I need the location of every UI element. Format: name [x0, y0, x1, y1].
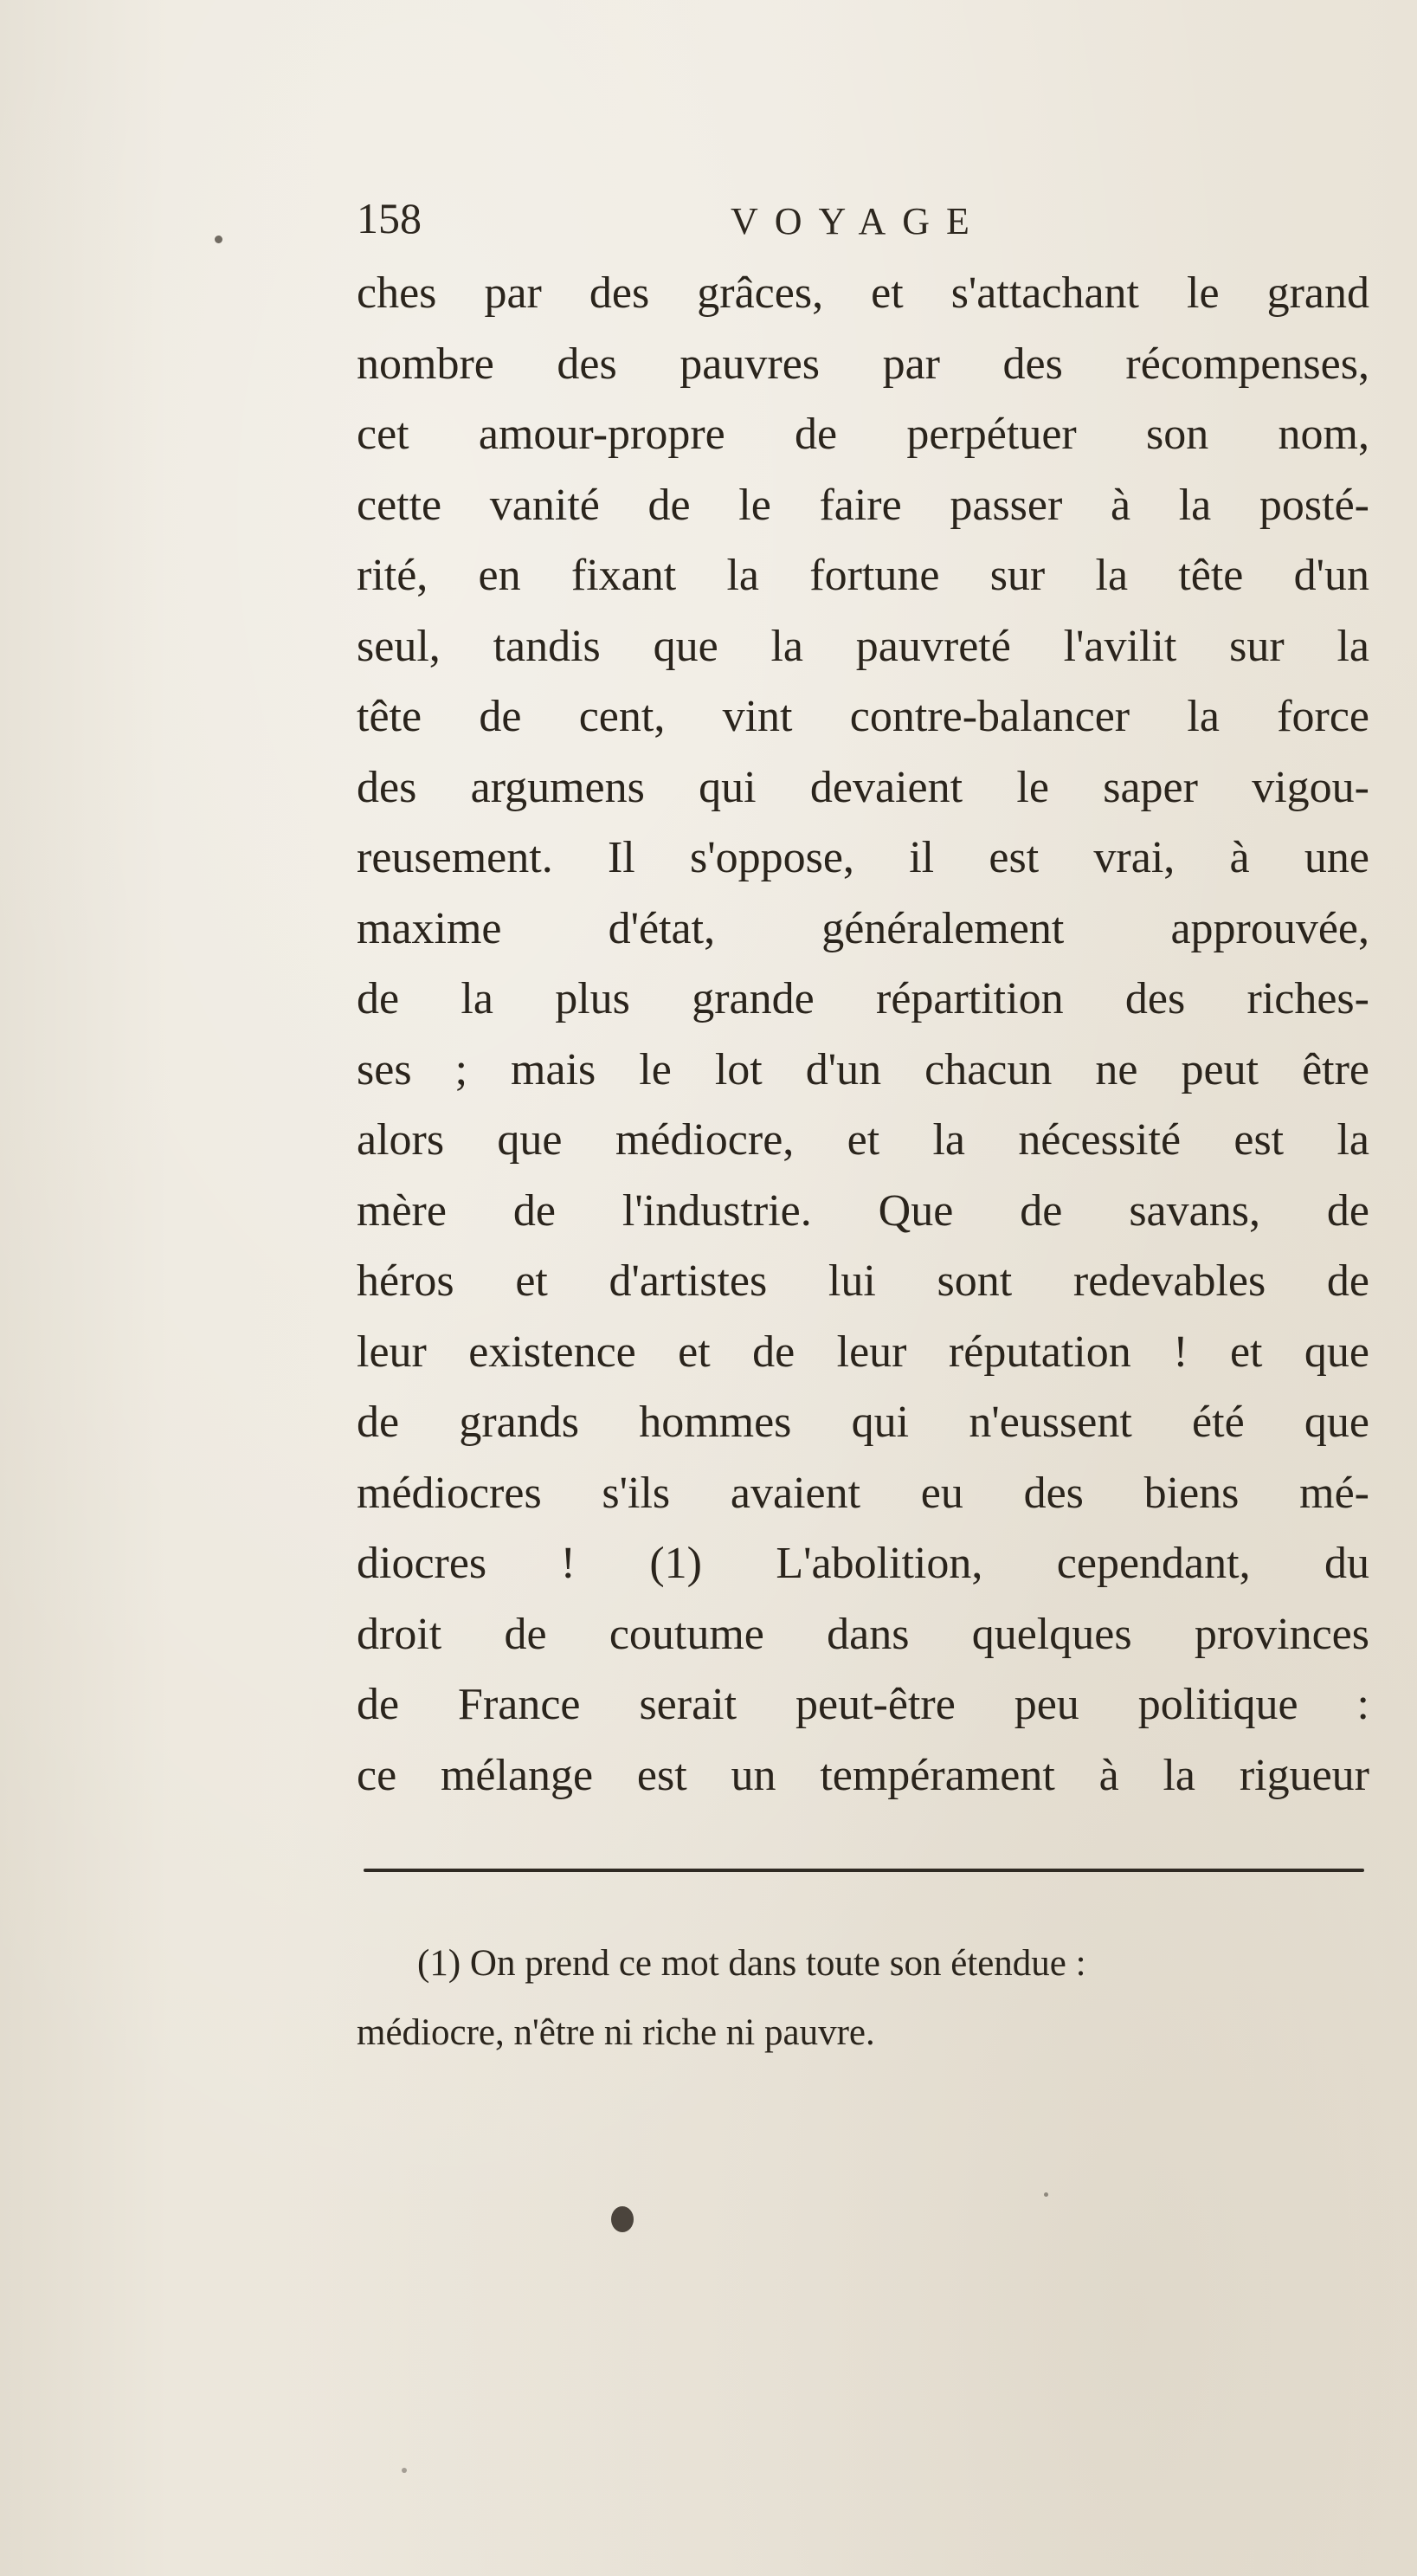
text-line: diocres ! (1) L'abolition, cependant, du — [357, 1539, 1369, 1588]
text-line: maxime d'état, généralement approuvée, — [357, 903, 1369, 953]
text-line: seul, tandis que la pauvreté l'avilit sur la — [357, 621, 1369, 671]
text-line: ce mélange est un tempérament à la rigueur — [357, 1750, 1369, 1800]
text-line: héros et d'artistes lui sont redevables de — [357, 1256, 1369, 1306]
text-line: tête de cent, vint contre-balancer la force — [357, 692, 1369, 741]
ink-spot — [1044, 2192, 1048, 2197]
text-line: droit de coutume dans quelques provinces — [357, 1609, 1369, 1659]
footnote-line: (1) On prend ce mot dans toute son étendue : — [417, 1943, 1086, 1984]
text-line: cette vanité de le faire passer à la posté- — [357, 480, 1369, 530]
running-head: VOYAGE — [731, 200, 986, 242]
text-line: de la plus grande répartition des riches- — [357, 974, 1369, 1023]
text-line: médiocres s'ils avaient eu des biens mé- — [357, 1468, 1369, 1518]
ink-spot — [611, 2206, 634, 2232]
body-text — [357, 258, 1369, 1811]
text-line: de France serait peut-être peu politique : — [357, 1680, 1369, 1729]
text-line: des argumens qui devaient le saper vigou- — [357, 762, 1369, 812]
page-number: 158 — [357, 194, 422, 242]
text-line: reusement. Il s'oppose, il est vrai, à une — [357, 833, 1369, 882]
text-line: ches par des grâces, et s'attachant le grand — [357, 268, 1369, 318]
page-header — [357, 192, 1369, 253]
ink-spot — [215, 236, 222, 243]
text-line: alors que médiocre, et la nécessité est la — [357, 1115, 1369, 1165]
ink-spot — [402, 2468, 407, 2473]
text-line: rité, en fixant la fortune sur la tête d'un — [357, 551, 1369, 600]
footnote-line: médiocre, n'être ni riche ni pauvre. — [357, 2012, 875, 2053]
text-line: ses ; mais le lot d'un chacun ne peut être — [357, 1044, 1369, 1094]
footnote — [357, 1929, 1369, 2068]
text-line: leur existence et de leur réputation ! et que — [357, 1327, 1369, 1377]
text-line: de grands hommes qui n'eussent été que — [357, 1398, 1369, 1447]
text-line: cet amour-propre de perpétuer son nom, — [357, 410, 1369, 459]
text-line: nombre des pauvres par des récompenses, — [357, 339, 1369, 389]
text-line: mère de l'industrie. Que de savans, de — [357, 1185, 1369, 1236]
footnote-rule — [364, 1869, 1364, 1872]
